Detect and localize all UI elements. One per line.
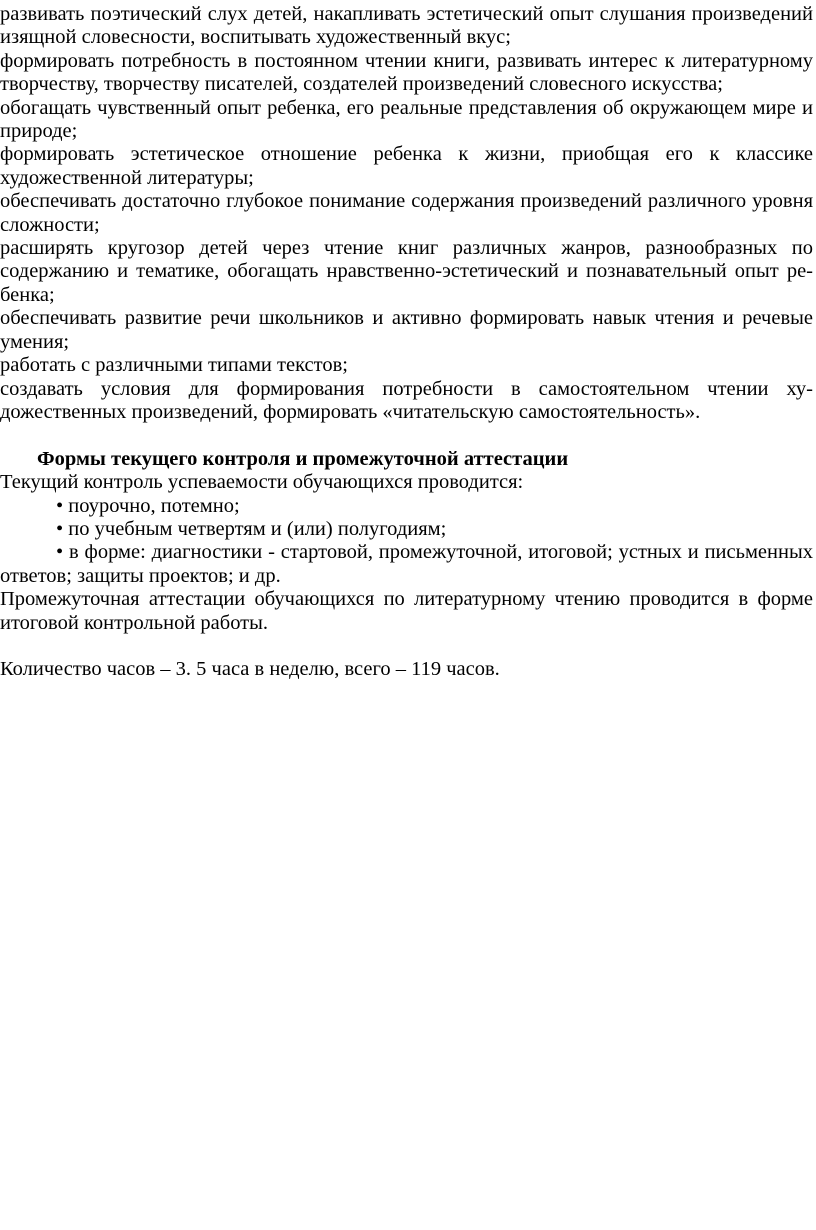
- control-intro: Текущий контроль успеваемости обучающихся проводится:: [0, 471, 524, 494]
- goal-item: развивать поэтический слух детей, накапливать эстетический опыт слушания произведений изящной словесности, воспитывать художественный вкус;: [0, 3, 813, 49]
- goal-item: расширять кругозор детей через чтение книг различных жанров, разнообразных по содержанию и тематике, обогащать нравственно-эстетический и познавательный опыт ребенка;: [0, 237, 813, 306]
- goal-item: формировать потребность в постоянном чтении книги, развивать интерес к литературному творчеству, творчеству писателей, создателей произведений словесного искусства;: [0, 49, 813, 96]
- intermediate-attestation: Промежуточная аттестации обучающихся по литературному чтению проводится в форме итоговой контрольной работы.: [0, 588, 813, 634]
- goal-item: создавать условия для формирования потребности в самостоятельном чтении художественных произведений, формировать «читательскую самостоятельность».: [0, 377, 813, 423]
- control-bullet: • по учебным четвертям и (или) полугодиям;: [56, 517, 447, 540]
- control-bullet: • поурочно, потемно;: [56, 494, 240, 517]
- section-heading: Формы текущего контроля и промежуточной аттестации: [37, 447, 569, 470]
- spacer: [0, 635, 813, 658]
- goal-item: обеспечивать развитие речи школьников и активно формировать навык чтения и речевые умения;: [0, 307, 813, 353]
- goals-list: [0, 3, 813, 424]
- control-bullet: • в форме: диагностики - стартовой, промежуточной, итоговой; устных и письменных ответов; защиты проектов; и др.: [0, 541, 813, 587]
- spacer: [0, 424, 813, 447]
- goal-item: формировать эстетическое отношение ребенка к жизни, приобщая его к классике художественной литературы;: [0, 143, 813, 189]
- goal-item: обогащать чувственный опыт ребенка, его реальные представления об окружающем мире и природе;: [0, 96, 813, 143]
- control-section: [0, 448, 813, 635]
- hours-line: Количество часов – 3. 5 часа в неделю, всего – 119 часов.: [0, 658, 500, 681]
- document-page: [0, 3, 813, 682]
- goal-item: работать с различными типами текстов;: [0, 354, 348, 377]
- goal-item: обеспечивать достаточно глубокое понимание содержания произведений различного уровня сложности;: [0, 190, 813, 236]
